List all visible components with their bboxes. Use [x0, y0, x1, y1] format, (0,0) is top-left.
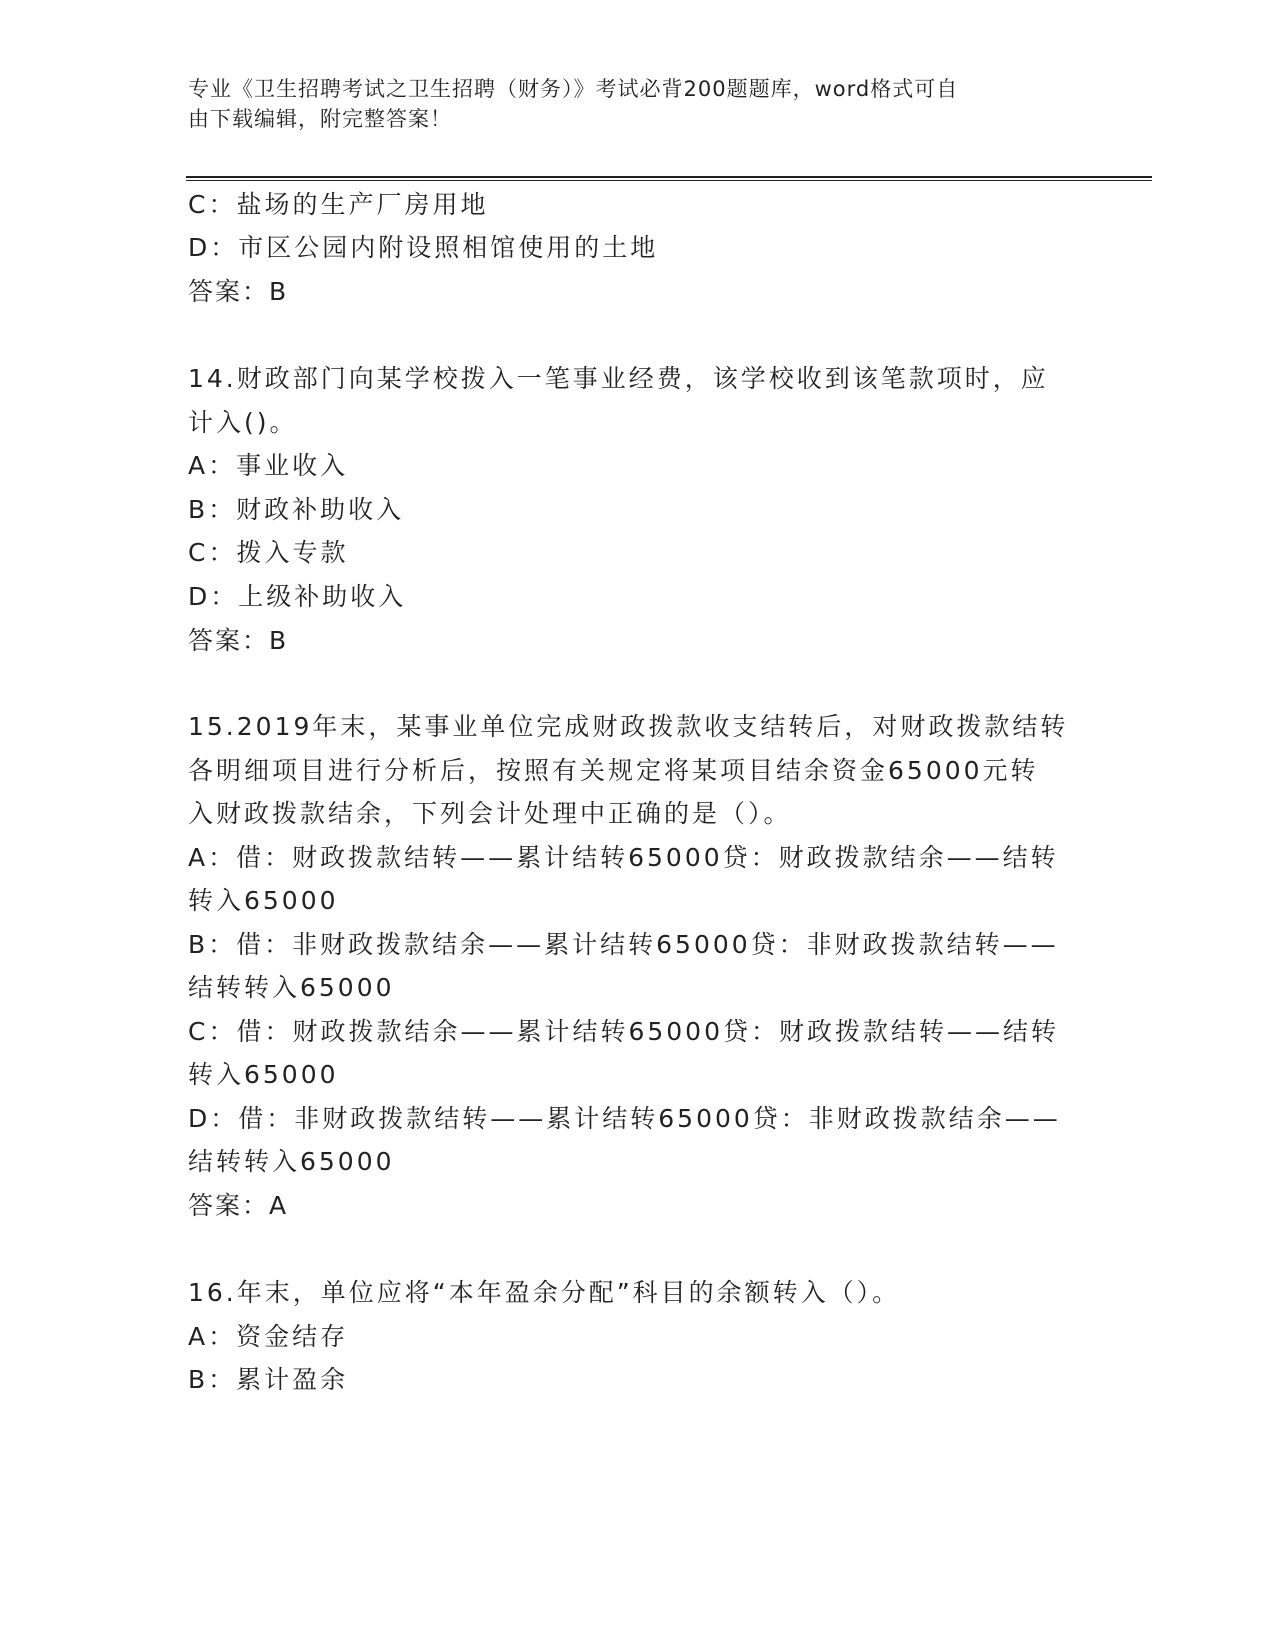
q16-option-b: B：累计盈余: [188, 1365, 349, 1394]
q14-answer: 答案：B: [188, 626, 289, 655]
q15-option-d-line-2: 结转转入65000: [188, 1147, 395, 1176]
q15-stem-line-2: 各明细项目进行分析后，按照有关规定将某项目结余资金65000元转: [188, 756, 1039, 785]
q14-option-a: A：事业收入: [188, 451, 349, 480]
q15-option-c-line-1: C：借：财政拨款结余——累计结转65000贷：财政拨款结转——结转: [188, 1017, 1059, 1046]
header-line-1: 专业《卫生招聘考试之卫生招聘（财务）》考试必背200题题库，word格式可自: [188, 77, 959, 101]
q13-answer: 答案：B: [188, 277, 289, 306]
q15-option-a-line-1: A：借：财政拨款结转——累计结转65000贷：财政拨款结余——结转: [188, 843, 1059, 872]
q16-option-a: A：资金结存: [188, 1322, 349, 1351]
header-divider: [186, 176, 1152, 181]
q14-option-b: B：财政补助收入: [188, 495, 405, 524]
q15-option-b-line-2: 结转转入65000: [188, 973, 395, 1002]
header-line-2: 由下载编辑，附完整答案！: [188, 107, 452, 131]
q15-option-a-line-2: 转入65000: [188, 886, 339, 915]
document-header: [188, 74, 1068, 134]
q14-option-d: D：上级补助收入: [188, 582, 407, 611]
q13-option-c: C：盐场的生产厂房用地: [188, 190, 489, 219]
q15-option-b-line-1: B：借：非财政拨款结余——累计结转65000贷：非财政拨款结转——: [188, 930, 1059, 959]
q14-stem-line-2: 计入()。: [188, 408, 298, 437]
q15-stem-line-3: 入财政拨款结余，下列会计处理中正确的是（）。: [188, 799, 792, 828]
q15-stem-line-1: 15.2019年末，某事业单位完成财政拨款收支结转后，对财政拨款结转: [188, 712, 1069, 741]
q13-option-d: D：市区公园内附设照相馆使用的土地: [188, 233, 659, 262]
q14-stem-line-1: 14.财政部门向某学校拨入一笔事业经费，该学校收到该笔款项时，应: [188, 364, 1049, 393]
q15-option-d-line-1: D：借：非财政拨款结转——累计结转65000贷：非财政拨款结余——: [188, 1104, 1061, 1133]
q15-answer: 答案：A: [188, 1191, 289, 1220]
q16-stem-line-1: 16.年末，单位应将“本年盈余分配”科目的余额转入（）。: [188, 1278, 901, 1307]
q15-option-c-line-2: 转入65000: [188, 1060, 339, 1089]
q14-option-c: C：拨入专款: [188, 538, 349, 567]
